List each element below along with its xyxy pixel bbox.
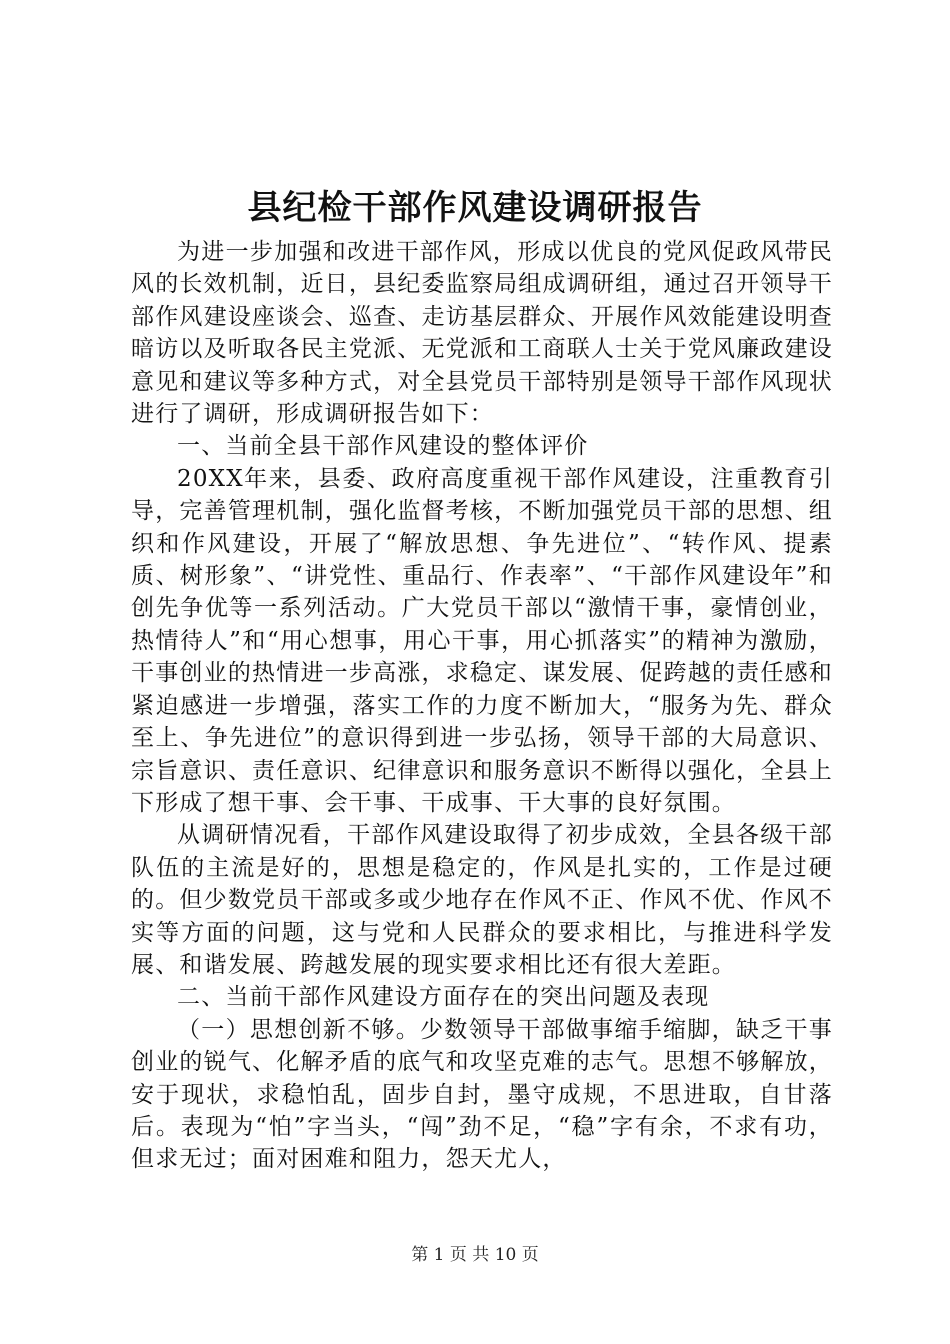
findings-paragraph: 从调研情况看，干部作风建设取得了初步成效，全县各级干部队伍的主流是好的，思想是稳定的，作风是扎实的，工作是过硬的。但少数党员干部或多或少地存在作风不正、作风不优、作风不实等方面的问题，这与党和人民群众的要求相比，与推进科学发展、和谐发展、跨越发展的现实要求相比还有很大差距。 bbox=[131, 822, 833, 978]
document-title: 县纪检干部作风建设调研报告 bbox=[247, 188, 703, 228]
section-heading-2: 二、当前干部作风建设方面存在的突出问题及表现 bbox=[177, 984, 710, 1011]
section-heading-1: 一、当前全县干部作风建设的整体评价 bbox=[177, 433, 589, 460]
problem-paragraph-1: （一）思想创新不够。少数领导干部做事缩手缩脚，缺乏干事创业的锐气、化解矛盾的底气和攻坚克难的志气。思想不够解放，安于现状，求稳怕乱，固步自封，墨守成规，不思进取，自甘落后。表现为“怕”字当头，“闯”劲不足，“稳”字有余，不求有功，但求无过；面对困难和阻力，怨天尤人， bbox=[131, 1016, 833, 1173]
document-body bbox=[131, 236, 833, 1176]
page-footer: 第 1 页 共 10 页 bbox=[411, 1245, 539, 1265]
intro-paragraph: 为进一步加强和改进干部作风，形成以优良的党风促政风带民风的长效机制，近日，县纪委监察局组成调研组，通过召开领导干部作风建设座谈会、巡查、走访基层群众、开展作风效能建设明查暗访以及听取各民主党派、无党派和工商联人士关于党风廉政建设意见和建议等多种方式，对全县党员干部特别是领导干部作风现状进行了调研，形成调研报告如下： bbox=[131, 239, 833, 428]
evaluation-paragraph: 20XX年来，县委、政府高度重视干部作风建设，注重教育引导，完善管理机制，强化监督考核，不断加强党员干部的思想、组织和作风建设，开展了“解放思想、争先进位”、“转作风、提素质、树形象”、“讲党性、重品行、作表率”、“干部作风建设年”和创先争优等一系列活动。广大党员干部以“激情干事，豪情创业，热情待人”和“用心想事，用心干事，用心抓落实”的精神为激励，干事创业的热情进一步高涨，求稳定、谋发展、促跨越的责任感和紧迫感进一步增强，落实工作的力度不断加大，“服务为先、群众至上、争先进位”的意识得到进一步弘扬，领导干部的大局意识、宗旨意识、责任意识、纪律意识和服务意识不断得以强化，全县上下形成了想干事、会干事、干成事、干大事的良好氛围。 bbox=[131, 465, 833, 816]
